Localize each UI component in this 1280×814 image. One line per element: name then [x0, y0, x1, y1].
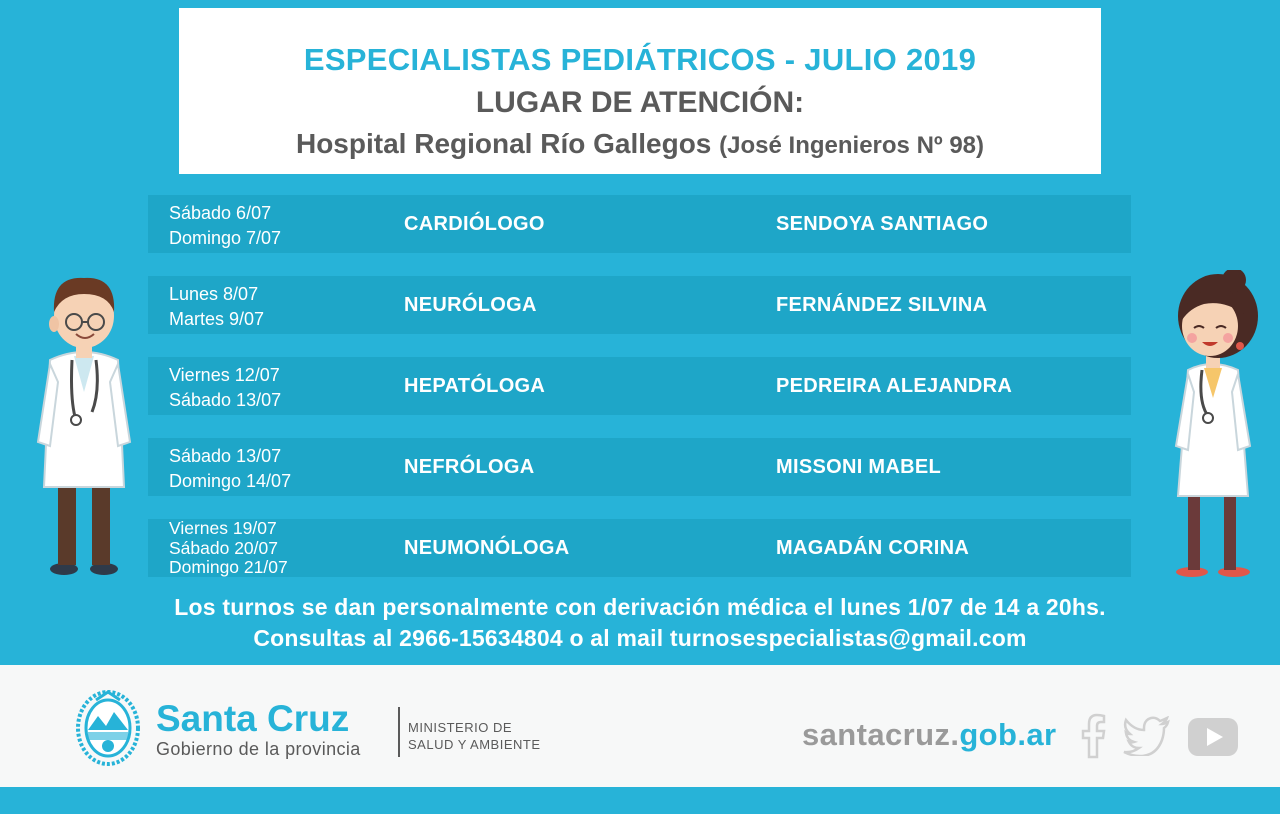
schedule-specialty: NEUMONÓLOGA: [404, 537, 570, 559]
schedule-specialty: NEFRÓLOGA: [404, 456, 535, 478]
schedule-date: Viernes 19/07: [169, 518, 277, 538]
schedule-row: [148, 195, 1131, 253]
schedule-doctor: MAGADÁN CORINA: [776, 537, 970, 559]
schedule-date: Viernes 12/07: [169, 365, 280, 385]
schedule-date: Sábado 6/07: [169, 203, 272, 223]
hospital-address: (José Ingenieros Nº 98): [719, 132, 985, 159]
schedule-date: Sábado 13/07: [169, 446, 282, 466]
hospital-name: Hospital Regional Río Gallegos: [295, 128, 712, 159]
schedule-dates: [169, 201, 281, 251]
schedule-dates: [169, 519, 288, 578]
schedule-dates: [169, 444, 291, 494]
provincial-crest-icon: [74, 688, 142, 768]
youtube-icon[interactable]: [1187, 716, 1239, 758]
schedule-specialty: NEURÓLOGA: [404, 294, 537, 316]
twitter-icon[interactable]: [1122, 716, 1170, 756]
facebook-icon[interactable]: [1080, 713, 1106, 759]
brand-name: Santa Cruz: [156, 698, 350, 739]
schedule-doctor: FERNÁNDEZ SILVINA: [776, 294, 988, 316]
schedule-date: Domingo 7/07: [169, 228, 282, 248]
header-box: [179, 8, 1101, 174]
schedule-date: Martes 9/07: [169, 309, 265, 329]
website-tld: gob.ar: [959, 717, 1057, 752]
schedule-date: Domingo 14/07: [169, 471, 292, 491]
schedule-row: [148, 438, 1131, 496]
poster-subtitle: LUGAR DE ATENCIÓN:: [475, 86, 805, 119]
contact-note: Consultas al 2966-15634804 o al mail turnosespecialistas@gmail.com: [253, 625, 1027, 651]
schedule-doctor: PEDREIRA ALEJANDRA: [776, 375, 1013, 397]
schedule-row: [148, 519, 1131, 577]
ministry-line: SALUD Y AMBIENTE: [408, 737, 541, 752]
schedule-doctor: SENDOYA SANTIAGO: [776, 213, 989, 235]
brand-divider: [398, 707, 400, 757]
schedule-dates: [169, 282, 264, 332]
schedule-specialty: CARDIÓLOGO: [404, 213, 545, 235]
website-link[interactable]: [802, 717, 1056, 753]
brand-subtitle: Gobierno de la provincia: [156, 739, 361, 759]
footer-stripe: [0, 787, 1280, 814]
male-doctor-illustration: [36, 272, 132, 578]
ministry-line: MINISTERIO DE: [408, 720, 513, 735]
schedule-date: Sábado 13/07: [169, 390, 282, 410]
hospital-location: [179, 128, 1101, 160]
schedule-doctor: MISSONI MABEL: [776, 456, 942, 478]
schedule-row: [148, 357, 1131, 415]
poster-title: ESPECIALISTAS PEDIÁTRICOS - JULIO 2019: [303, 42, 977, 77]
ministry-name: [408, 719, 541, 753]
female-doctor-illustration: [1164, 270, 1260, 580]
schedule-row: [148, 276, 1131, 334]
schedule-date: Lunes 8/07: [169, 284, 259, 304]
schedule-date: Domingo 21/07: [169, 557, 288, 577]
schedule-dates: [169, 363, 281, 413]
schedule-specialty: HEPATÓLOGA: [404, 375, 546, 397]
schedule-date: Sábado 20/07: [169, 537, 278, 558]
website-domain: santacruz.: [802, 717, 960, 752]
appointment-note: Los turnos se dan personalmente con derivación médica el lunes 1/07 de 14 a 20hs.: [174, 594, 1106, 620]
